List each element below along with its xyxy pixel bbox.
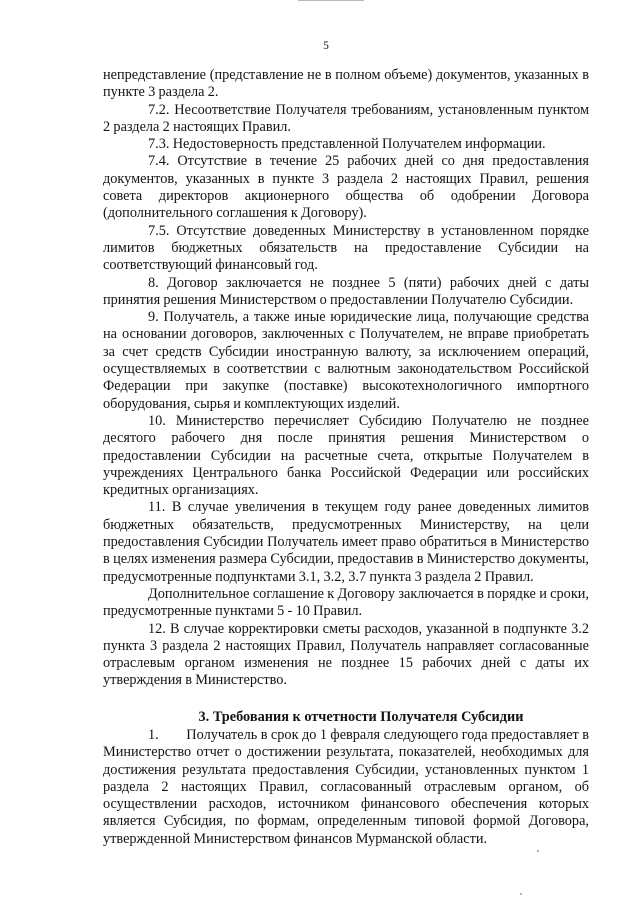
section-heading: 3. Требования к отчетности Получателя Субсидии bbox=[198, 708, 524, 725]
paragraph: 7.4. Отсутствие в течение 25 рабочих дней со дня предоставления документов, указанных в пункте 3 раздела 2 настоящих Правил, решения совета директоров акционерного общества об одобрении Договора (дополнительного соглашения к Договору). bbox=[103, 153, 589, 222]
scan-speck bbox=[537, 850, 539, 852]
paragraph: 7.3. Недостоверность представленной Получателем информации. bbox=[148, 136, 546, 153]
paragraph: 12. В случае корректировки сметы расходов, указанной в подпункте 3.2 пункта 3 раздела 2 настоящих Правил, Получатель направляет согласованные отраслевым органом изменения не позднее 15 рабочих дней с даты их утверждения в Министерство. bbox=[103, 620, 589, 689]
document-body bbox=[103, 67, 589, 848]
paragraph: непредставление (представление не в полном объеме) документов, указанных в пункте 3 раздела 2. bbox=[103, 67, 589, 101]
scan-top-line bbox=[298, 0, 364, 2]
paragraph: 10. Министерство перечисляет Субсидию Получателю не позднее десятого рабочего дня после принятия решения Министерством о предоставлении Субсидии на расчетные счета, открытые Получателем в учреждениях Центрального банка Российской Федерации или российских кредитных организациях. bbox=[103, 412, 589, 499]
page-number: 5 bbox=[323, 40, 329, 52]
paragraph: 7.2. Несоответствие Получателя требованиям, установленным пунктом 2 раздела 2 настоящих Правил. bbox=[103, 101, 589, 135]
paragraph: 9. Получатель, а также иные юридические лица, получающие средства на основании договоров, заключенных с Получателем, не вправе приобретать за счет средств Субсидии иностранную валюту, за исключением операций, осуществляемых в соответствии с валютным законодательством Российской Федерации при закупке (поставке) высокотехнологичного импортного оборудования, сырья и комплектующих изделий. bbox=[103, 309, 589, 412]
paragraph: 11. В случае увеличения в текущем году ранее доведенных лимитов бюджетных обязательств, предусмотренных Министерству, на цели предоставления Субсидии Получатель имеет право обратиться в Министерство в целях изменения размера Субсидии, предоставив в Министерство документы, предусмотренные подпунктами 3.1, 3.2, 3.7 пункта 3 раздела 2 Правил. bbox=[103, 499, 589, 585]
paragraph: 8. Договор заключается не позднее 5 (пяти) рабочих дней с даты принятия решения Министерством о предоставлении Получателю Субсидии. bbox=[103, 274, 589, 308]
paragraph: 1. Получатель в срок до 1 февраля следующего года предоставляет в Министерство отчет о достижении результата, показателей, необходимых для достижения результата предоставления Субсидии, установленных пунктом 1 раздела 2 настоящих Правил, согласованный отраслевым органом, об осуществлении расходов, источником финансового обеспечения которых является Субсидия, по формам, определенным типовой формой Договора, утвержденной Министерством финансов Мурманской области. bbox=[103, 726, 589, 847]
paragraph: Дополнительное соглашение к Договору заключается в порядке и сроки, предусмотренные пунктами 5 - 10 Правил. bbox=[103, 585, 589, 620]
scan-speck bbox=[520, 893, 522, 895]
paragraph: 7.5. Отсутствие доведенных Министерству в установленном порядке лимитов бюджетных обязательств на предоставление Субсидии на соответствующий финансовый год. bbox=[103, 222, 589, 274]
